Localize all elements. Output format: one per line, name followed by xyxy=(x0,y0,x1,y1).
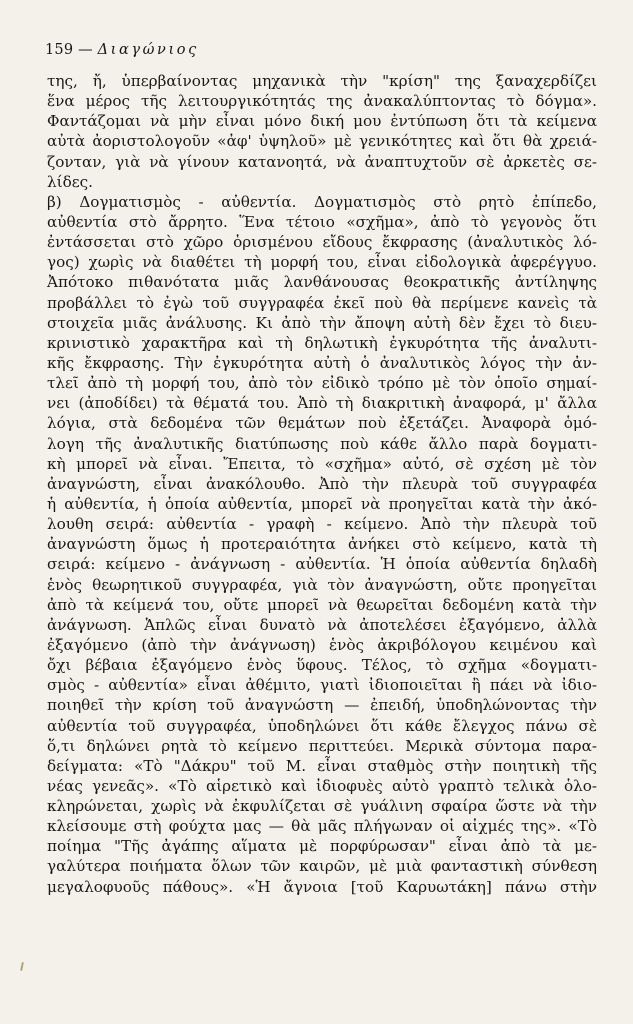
page-number: 159 xyxy=(45,42,74,58)
text-line: στοιχεῖα μιᾶς ἀνάλυσης. Κι ἀπὸ τὴν ἄποψη αὐτὴ δὲν ἔχει τὸ διευ- xyxy=(47,313,597,332)
text-line: Ἀπότοκο πιθανότατα μιᾶς λανθάνουσας θεοκρατικῆς ἀντίληψης xyxy=(47,273,597,292)
text-line: ἐξαγόμενο (ἀπὸ τὴν ἀνάγνωση) ἑνὸς ἀκριβόλογου κειμένου καὶ xyxy=(47,635,597,654)
text-line: κληρώνεται, χωρὶς νὰ ἐκφυλίζεται σὲ γυάλινη σφαίρα ὥστε νὰ τὴν xyxy=(47,797,597,816)
body-text xyxy=(47,71,597,897)
text-line: δείγματα: «Τὸ "Δάκρυ" τοῦ Μ. εἶναι σταθμὸς στὴν ποιητικὴ τῆς xyxy=(47,756,597,775)
text-line: λίδες. xyxy=(47,172,93,191)
text-line: β) Δογματισμὸς - αὐθεντία. Δογματισμὸς στὸ ρητὸ ἐπίπεδο, xyxy=(47,192,597,211)
text-line: γαλύτερα ποιήματα ὅλων τῶν καιρῶν, μὲ μιὰ φανταστικὴ σύνθεση xyxy=(47,857,597,876)
text-line: λόγια, στὰ δεδομένα τῶν θεμάτων ποὺ ἐξετάζει. Ἀναφορὰ ὁμό- xyxy=(47,414,597,433)
text-line: ἡ αὐθεντία, ἡ ὁποία αὐθεντία, μπορεῖ νὰ προηγεῖται κατὰ τὴν ἀκό- xyxy=(47,494,597,513)
text-line: ἀναγνώστη, εἶναι ἀνακόλουθο. Ἀπὸ τὴν πλευρὰ τοῦ συγγραφέα xyxy=(47,474,597,493)
text-line: της, ἤ, ὑπερβαίνοντας μηχανικὰ τὴν "κρίση" της ξαναχερδίζει xyxy=(47,72,597,90)
text-line: ποίημα "Τῆς ἀγάπης αἵματα μὲ πορφύρωσαν" εἶναι ἀπὸ τὰ με- xyxy=(47,837,597,856)
text-line: λογη τῆς ἀναλυτικῆς διατύπωσης ποὺ κάθε ἄλλο παρὰ δογματι- xyxy=(47,434,597,453)
text-line: σμὸς - αὐθεντία» εἶναι ἀθέμιτο, γιατὶ ἰδιοποιεῖται ἢ πάει νὰ ἰδιο- xyxy=(47,676,597,695)
text-line: αὐθεντία τοῦ συγγραφέα, ὑποδηλώνει ὅτι κάθε ἔλεγχος πάνω σὲ xyxy=(47,716,597,735)
text-line: μεγαλοφυοῦς πάθους». «Ἡ ἄγνοια [τοῦ Καρυωτάκη] πάνω στὴν xyxy=(47,877,597,896)
text-line: προβάλλει τὸ ἐγὼ τοῦ συγγραφέα ἐκεῖ ποὺ θὰ περίμενε κανεὶς τὰ xyxy=(47,293,597,312)
text-line: αὐτὰ ἀοριστολογοῦν «ἀφ' ὑψηλοῦ» μὲ γενικότητες καὶ ὅτι θὰ χρειά- xyxy=(47,132,597,151)
running-title: Διαγώνιος xyxy=(97,42,199,58)
text-line: ἐντάσσεται στὸ χῶρο ὁρισμένου εἴδους ἔκφρασης (ἀναλυτικὸς λό- xyxy=(47,233,597,252)
page-header xyxy=(45,40,199,60)
text-line: κρινιστικὸ χαρακτῆρα καὶ τὴ δηλωτικὴ ἐγκυρότητα τῆς ἀναλυτι- xyxy=(47,333,597,352)
margin-mark xyxy=(20,962,24,971)
text-line: Φαντάζομαι νὰ μὴν εἶναι μόνο δική μου ἐντύπωση ὅτι τὰ κείμενα xyxy=(47,112,597,131)
header-separator: — xyxy=(73,42,98,58)
text-line: νει (ἀποδίδει) τὰ θέματά του. Ἀπὸ τὴ διακριτικὴ ἀναφορά, μ' ἄλλα xyxy=(47,394,597,413)
text-line: ἀναγνώστη ὅμως ἡ προτεραιότητα ἀνήκει στὸ κείμενο, κατὰ τὴ xyxy=(47,535,597,554)
text-line: ἑνὸς θεωρητικοῦ συγγραφέα, γιὰ τὸν ἀναγνώστη, οὔτε προηγεῖται xyxy=(47,575,597,594)
text-line: ἀνάγνωση. Ἁπλῶς εἶναι δυνατὸ νὰ ἀποτελέσει ἐξαγόμενο, ἀλλὰ xyxy=(47,615,597,634)
text-line: σειρά: κείμενο - ἀνάγνωση - αὐθεντία. Ἡ ὁποία αὐθεντία δηλαδὴ xyxy=(47,555,597,574)
text-line: τλεῖ ἀπὸ τὴ μορφή του, ἀπὸ τὸν εἰδικὸ τρόπο μὲ τὸν ὁποῖο σημαί- xyxy=(47,374,597,393)
text-line: νέας γενεᾶς». «Τὸ αἱρετικὸ καὶ ἰδιοφυὲς αὐτὸ γραπτὸ τελικὰ ὁλο- xyxy=(47,776,597,795)
text-line: ὅ,τι δηλώνει ρητὰ τὸ κείμενο περιττεύει. Μερικὰ σύντομα παρα- xyxy=(47,736,597,755)
text-line: ἕνα μέρος τῆς λειτουργικότητάς της ἀνακαλύπτοντας τὸ δόγμα». xyxy=(47,92,597,111)
text-line: γος) χωρὶς νὰ διαθέτει τὴ μορφή του, εἶναι εἰδολογικὰ ἀφερέγγυο. xyxy=(47,253,597,272)
text-line: κὴ μπορεῖ νὰ εἶναι. Ἔπειτα, τὸ «σχῆμα» αὐτό, σὲ σχέση μὲ τὸν xyxy=(47,454,597,473)
text-line: ποιηθεῖ τὴν κρίση τοῦ ἀναγνώστη — ἐπειδή, ὑποδηλώνοντας τὴν xyxy=(47,696,597,715)
text-line: ἀπὸ τὰ κείμενά του, οὔτε μπορεῖ νὰ θεωρεῖται δεδομένη κατὰ τὴν xyxy=(47,595,597,614)
text-line: ὄχι βέβαια ἐξαγόμενο ἑνὸς ὕφους. Τέλος, τὸ σχῆμα «δογματι- xyxy=(47,656,597,675)
text-line: λουθη σειρά: αὐθεντία - γραφὴ - κείμενο. Ἀπὸ τὴν πλευρὰ τοῦ xyxy=(47,515,597,534)
text-line: ζονταν, γιὰ νὰ γίνουν κατανοητά, νὰ ἀναπτυχτοῦν σὲ ἀρκετὲς σε- xyxy=(47,152,597,171)
text-line: αὐθεντία στὸ ἄρρητο. Ἕνα τέτοιο «σχῆμα», ἀπὸ τὸ γεγονὸς ὅτι xyxy=(47,212,597,231)
text-line: κῆς ἔκφρασης. Τὴν ἐγκυρότητα αὐτὴ ὁ ἀναλυτικὸς λόγος τὴν ἀν- xyxy=(47,353,597,372)
text-line: κλείσουμε στὴ φούχτα μας — θὰ μᾶς πλήγωναν οἱ αἰχμές της». «Τὸ xyxy=(47,817,597,836)
